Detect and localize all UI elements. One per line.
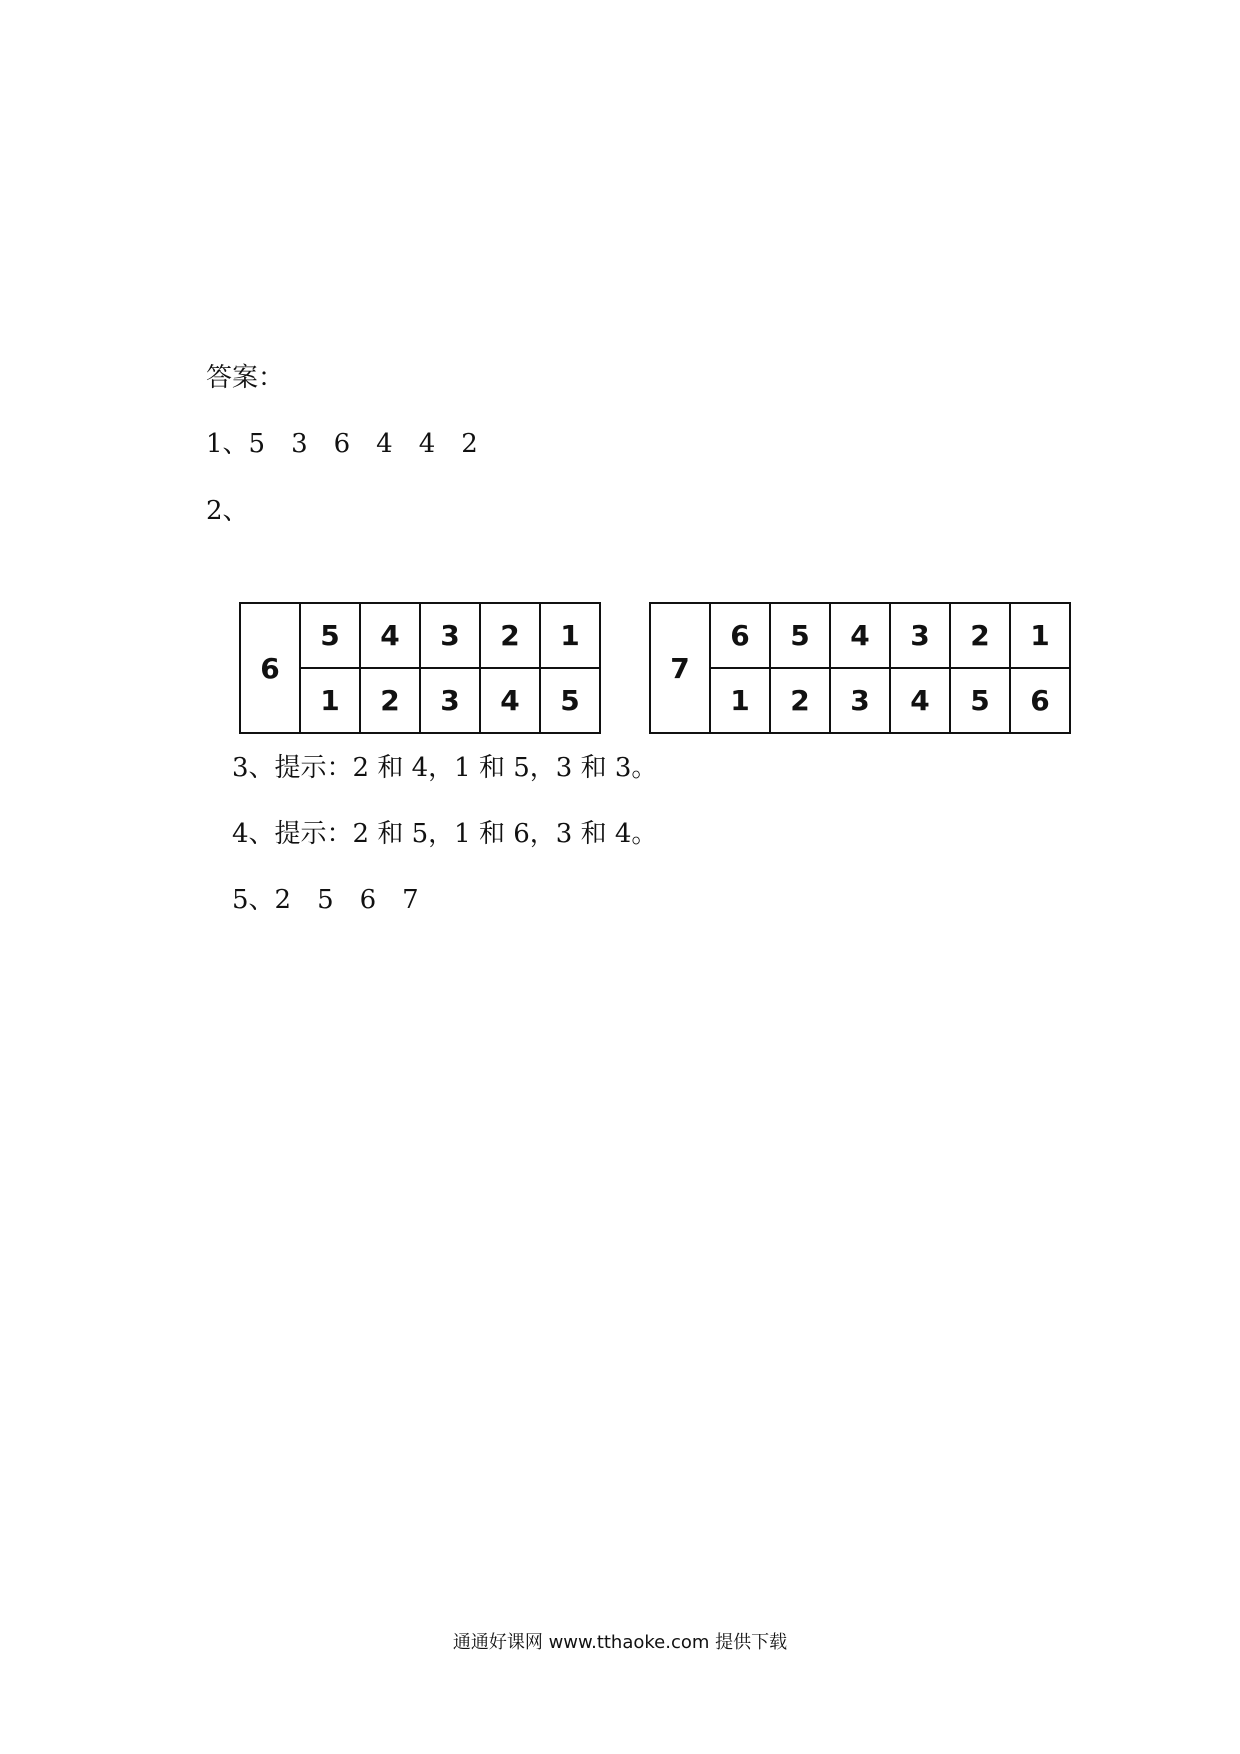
table-row <box>650 668 1070 733</box>
bottom-cell: 3 <box>830 668 890 733</box>
page-footer: 通通好课网 www.tthaoke.com 提供下载 <box>452 1632 788 1653</box>
bottom-cell: 5 <box>950 668 1010 733</box>
table-row <box>650 603 1070 668</box>
total-cell: 7 <box>650 603 710 733</box>
table-row <box>240 603 600 668</box>
answer-1: 1、5 3 6 4 4 2 <box>206 429 478 459</box>
bottom-cell: 6 <box>1010 668 1070 733</box>
top-cell: 2 <box>480 603 540 668</box>
top-cell: 4 <box>830 603 890 668</box>
top-cell: 4 <box>360 603 420 668</box>
answer-2: 2、 <box>206 496 249 526</box>
bottom-cell: 1 <box>710 668 770 733</box>
top-cell: 1 <box>1010 603 1070 668</box>
decomposition-table-7 <box>649 602 1071 734</box>
top-cell: 3 <box>890 603 950 668</box>
bottom-cell: 4 <box>890 668 950 733</box>
bottom-cell: 2 <box>770 668 830 733</box>
top-cell: 5 <box>770 603 830 668</box>
total-cell: 6 <box>240 603 300 733</box>
answer-5: 5、2 5 6 7 <box>232 885 419 915</box>
top-cell: 6 <box>710 603 770 668</box>
decomposition-table-6 <box>239 602 601 734</box>
answer-3: 3、提示：2 和 4，1 和 5，3 和 3。 <box>232 753 658 783</box>
bottom-cell: 3 <box>420 668 480 733</box>
answer-heading: 答案： <box>206 363 285 393</box>
answer-4: 4、提示：2 和 5，1 和 6，3 和 4。 <box>232 819 658 849</box>
bottom-cell: 1 <box>300 668 360 733</box>
bottom-cell: 5 <box>540 668 600 733</box>
bottom-cell: 2 <box>360 668 420 733</box>
top-cell: 1 <box>540 603 600 668</box>
top-cell: 2 <box>950 603 1010 668</box>
bottom-cell: 4 <box>480 668 540 733</box>
top-cell: 3 <box>420 603 480 668</box>
top-cell: 5 <box>300 603 360 668</box>
